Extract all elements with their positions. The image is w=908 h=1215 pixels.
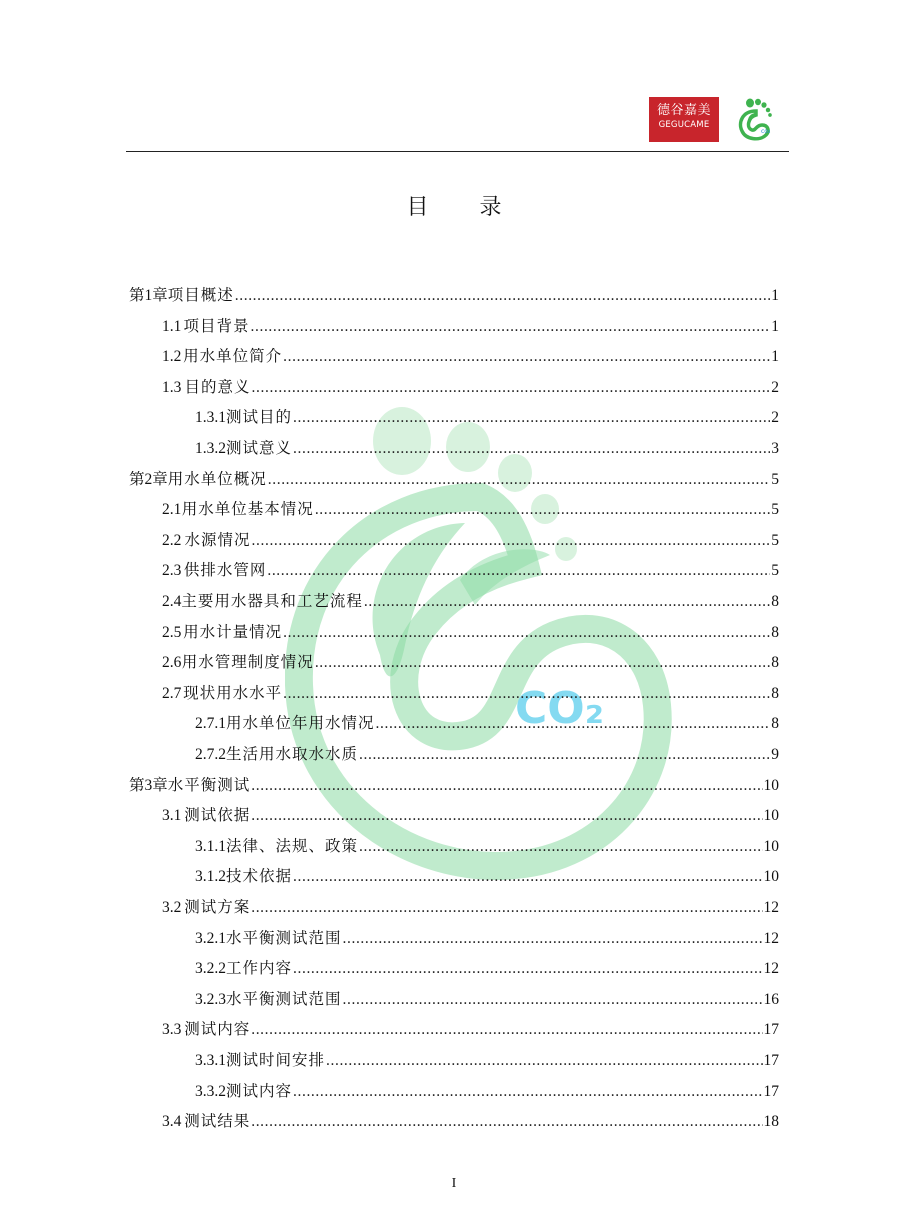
toc-entry-title: 用水管理制度情况 [181,654,314,672]
toc-entry-number: 3.1 [162,807,182,825]
watermark-co2-label: CO₂ [515,683,604,734]
toc-leader-dots [359,835,762,859]
toc-entry-number: 3.2.1 [195,929,226,947]
toc-entry[interactable] [195,835,779,859]
toc-entry-number: 1.2 [162,348,182,366]
toc-entry-number: 1.1 [162,317,182,335]
toc-entry-title: 用水计量情况 [183,623,283,641]
toc-entry[interactable] [162,559,779,583]
toc-entry-page: 8 [771,623,779,641]
toc-leader-dots [315,498,770,522]
toc-leader-dots [343,988,763,1012]
toc-entry-title: 工作内容 [226,960,293,978]
toc-entry-number: 2.7.1 [195,715,226,733]
toc-entry[interactable] [195,865,779,889]
toc-entry-page: 5 [771,470,779,488]
toc-entry-page: 8 [771,715,779,733]
toc-entry[interactable] [162,376,779,400]
toc-leader-dots [235,284,770,308]
footprint-co2-icon [734,97,778,143]
svg-text:co₂: co₂ [761,128,771,135]
toc-entry-title: 水源情况 [184,531,251,549]
toc-entry-number: 2.7 [162,684,182,702]
toc-entry-page: 1 [771,287,779,304]
toc-leader-dots [326,1049,762,1073]
toc-entry-page: 10 [763,868,779,886]
toc-leader-dots [251,1018,762,1042]
toc-entry-number: 3.2.2 [195,960,226,978]
toc-leader-dots [283,621,770,645]
toc-entry-title: 供排水管网 [183,562,267,580]
toc-entry-title: 测试内容 [184,1021,251,1039]
toc-leader-dots [283,345,770,369]
toc-entry-number: 1.3 [162,378,182,396]
toc-entry-number: 第3章 [129,776,168,794]
toc-entry-title: 用水单位基本情况 [181,501,314,519]
toc-entry-number: 2.5 [162,623,182,641]
toc-entry-title: 主要用水器具和工艺流程 [181,593,363,610]
toc-entry-page: 8 [771,654,779,672]
toc-entry-title: 水平衡测试范围 [226,929,342,947]
toc-entry-number: 3.4 [162,1113,182,1131]
toc-entry-title: 测试意义 [226,440,293,457]
toc-entry-page: 17 [763,1052,779,1069]
toc-entry-title: 测试依据 [184,807,251,825]
toc-entry-number: 2.1 [162,501,182,519]
toc-entry[interactable] [162,651,779,675]
toc-entry[interactable] [162,529,779,553]
toc-entry-page: 9 [771,746,779,763]
toc-entry[interactable] [162,896,779,920]
toc-entry-page: 18 [763,1113,779,1131]
toc-leader-dots [293,1080,762,1104]
toc-entry-number: 3.3 [162,1021,182,1039]
toc-leader-dots [252,376,771,400]
toc-entry-number: 2.2 [162,531,182,549]
brand-logo-cn: 德谷嘉美 [656,103,711,118]
brand-logo [649,97,719,142]
toc-entry[interactable] [195,1080,779,1104]
toc-entry-number: 3.1.1 [195,837,226,855]
toc-entry-number: 3.3.2 [195,1082,226,1100]
toc-entry-title: 项目概述 [167,287,234,304]
toc-entry-number: 第2章 [129,470,168,488]
toc-entry-page: 10 [763,837,779,855]
toc-entry[interactable] [162,498,779,522]
toc-leader-dots [376,712,771,736]
toc-entry-page: 5 [771,531,779,549]
toc-leader-dots [293,957,762,981]
brand-logo-en: GEGUCAME [658,120,710,130]
toc-entry-page: 3 [771,440,779,457]
toc-entry-number: 3.2.3 [195,990,226,1008]
toc-entry-page: 1 [771,317,779,335]
toc-entry-page: 12 [763,960,779,978]
toc-entry[interactable] [129,468,779,492]
toc-leader-dots [359,743,770,767]
toc-entry-page: 2 [771,378,779,396]
toc-entry-title: 用水单位简介 [183,348,283,366]
toc-entry[interactable] [129,284,779,308]
toc-entry-page: 8 [771,593,779,610]
toc-entry[interactable] [129,774,779,798]
toc-entry[interactable] [162,590,779,614]
toc-entry-page: 5 [771,562,779,580]
page-title: 目 录 [406,195,524,220]
toc-entry[interactable] [195,743,779,767]
toc-entry-page: 8 [771,684,779,702]
toc-entry-title: 法律、法规、政策 [226,837,359,855]
toc-entry-title: 用水单位概况 [167,470,267,488]
toc-entry-number: 第1章 [129,287,168,304]
toc-entry-page: 10 [763,776,779,794]
toc-entry[interactable] [162,621,779,645]
toc-leader-dots [251,1110,762,1134]
toc-entry-page: 17 [763,1082,779,1100]
toc-entry-title: 测试目的 [226,409,293,427]
header-rule [126,151,789,152]
toc-entry-number: 2.4 [162,593,182,610]
toc-entry-title: 测试方案 [184,899,251,916]
toc-entry-page: 17 [763,1021,779,1039]
toc-entry-title: 目的意义 [184,378,251,396]
toc-entry-number: 2.6 [162,654,182,672]
toc-leader-dots [343,927,763,951]
toc-entry[interactable] [162,804,779,828]
toc-entry[interactable] [162,1110,779,1134]
toc-entry-number: 3.1.2 [195,868,226,886]
toc-entry-number: 3.2 [162,899,182,916]
toc-entry[interactable] [195,437,779,461]
toc-entry[interactable] [195,988,779,1012]
toc-leader-dots [267,559,770,583]
toc-entry-number: 1.3.1 [195,409,226,427]
toc-entry-page: 16 [763,990,779,1008]
toc-entry-title: 测试内容 [226,1082,293,1100]
toc-leader-dots [252,529,771,553]
toc-leader-dots [283,682,770,706]
toc-entry-page: 12 [763,929,779,947]
toc-entry-page: 10 [763,807,779,825]
toc-entry[interactable] [162,345,779,369]
toc-entry-title: 生活用水取水水质 [226,746,359,763]
toc-leader-dots [293,865,762,889]
toc-entry-number: 2.7.2 [195,746,226,763]
toc-entry-number: 2.3 [162,562,182,580]
toc-entry[interactable] [195,406,779,430]
toc-entry-title: 技术依据 [226,868,293,886]
toc-leader-dots [364,590,770,614]
toc-leader-dots [268,468,770,492]
toc-leader-dots [315,651,770,675]
toc-entry-title: 现状用水水平 [183,684,283,702]
toc-entry-title: 项目背景 [183,317,250,335]
toc-entry[interactable] [195,957,779,981]
toc-entry[interactable] [195,927,779,951]
page-number: I [451,1176,457,1191]
toc-entry-page: 12 [763,899,779,916]
toc-entry-title: 用水单位年用水情况 [226,715,375,733]
toc-leader-dots [251,804,762,828]
toc-leader-dots [293,406,770,430]
toc-entry-title: 水平衡测试 [167,776,251,794]
toc-entry-title: 水平衡测试范围 [226,990,342,1008]
toc-entry-page: 1 [771,348,779,366]
toc-leader-dots [293,437,770,461]
toc-entry-number: 3.3.1 [195,1052,226,1069]
toc-entry-title: 测试结果 [184,1113,251,1131]
toc-entry[interactable] [162,682,779,706]
toc-entry-page: 2 [771,409,779,427]
toc-leader-dots [251,896,762,920]
toc-entry[interactable] [195,1049,779,1073]
toc-leader-dots [251,774,762,798]
toc-entry[interactable] [162,1018,779,1042]
toc-leader-dots [251,315,771,339]
toc-entry-title: 测试时间安排 [226,1052,326,1069]
toc-entry[interactable] [195,712,779,736]
toc-entry[interactable] [162,315,779,339]
toc-entry-page: 5 [771,501,779,519]
toc-entry-number: 1.3.2 [195,440,226,457]
